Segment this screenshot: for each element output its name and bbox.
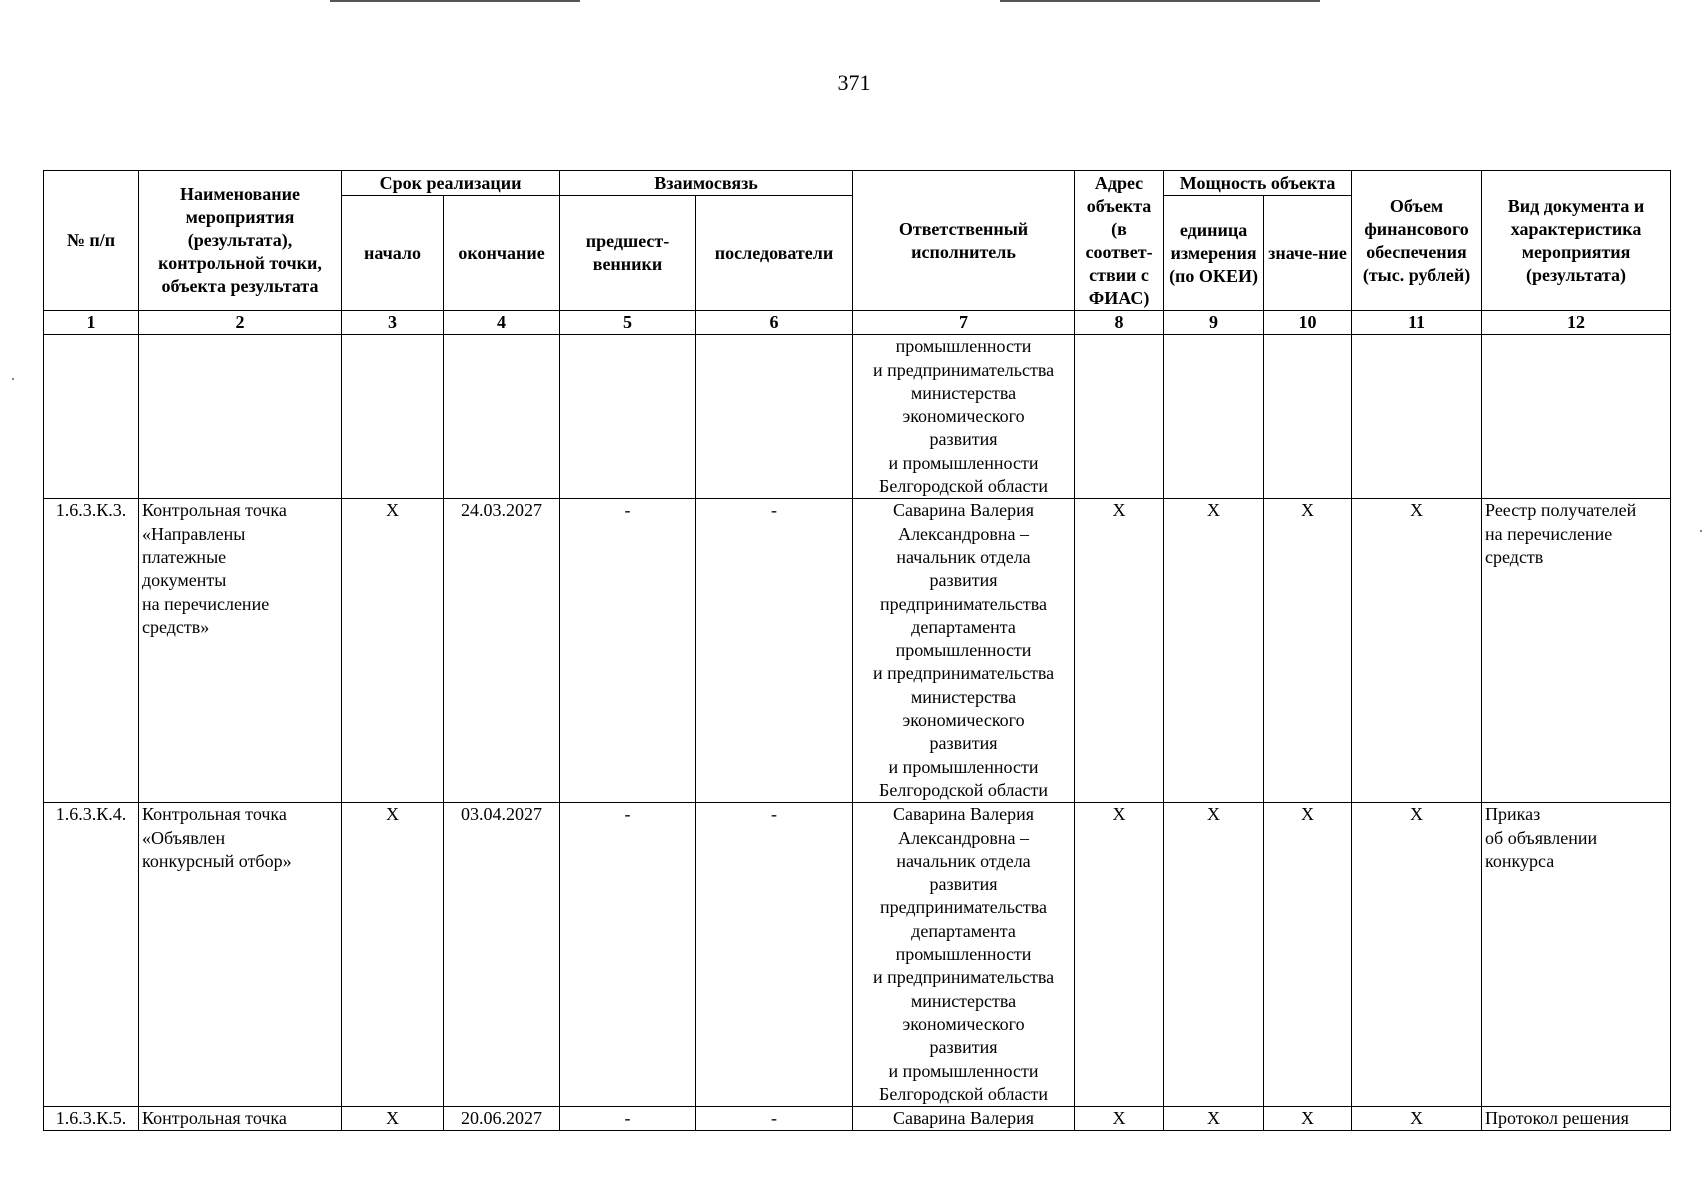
cell-value: Х <box>1264 499 1352 803</box>
responsible-line: развития <box>929 1037 998 1058</box>
header-unit: единица измерения (по ОКЕИ) <box>1164 196 1264 311</box>
name-line: на перечисление <box>142 593 270 614</box>
name-line: платежные <box>142 546 227 567</box>
responsible-line: и предпринимательства <box>872 663 1055 684</box>
document-line: средств <box>1485 546 1544 567</box>
scan-top-rule-right <box>1000 0 1320 2</box>
table-row-continuation <box>44 335 1671 499</box>
cell-responsible <box>853 335 1075 499</box>
responsible-line: экономического <box>902 406 1025 427</box>
name-line: «Направлены <box>142 523 246 544</box>
cell-document <box>1482 499 1671 803</box>
column-number: 1 <box>44 311 139 335</box>
scan-speck <box>1700 530 1702 532</box>
cell-successors: - <box>696 499 853 803</box>
responsible-line: и промышленности <box>888 452 1039 473</box>
name-line: средств» <box>142 616 210 637</box>
plan-table <box>43 170 1671 1131</box>
cell-document <box>1482 335 1671 499</box>
cell-start <box>342 335 444 499</box>
column-number: 12 <box>1482 311 1671 335</box>
responsible-line: Белгородской области <box>879 476 1049 497</box>
cell-end: 03.04.2027 <box>444 803 560 1107</box>
header-address: Адрес объекта (в соответ-ствии с ФИАС) <box>1075 171 1164 311</box>
header-link: Взаимосвязь <box>560 171 853 196</box>
cell-successors <box>696 335 853 499</box>
responsible-line: министерства <box>910 686 1017 707</box>
name-line: «Объявлен <box>142 827 226 848</box>
responsible-line: Александровна – <box>898 827 1029 848</box>
cell-name <box>139 499 342 803</box>
cell-unit: Х <box>1164 1107 1264 1131</box>
cell-end: 20.06.2027 <box>444 1107 560 1131</box>
cell-address: Х <box>1075 803 1164 1107</box>
cell-responsible <box>853 499 1075 803</box>
cell-start: Х <box>342 1107 444 1131</box>
table-row <box>44 1107 1671 1131</box>
header-num: № п/п <box>44 171 139 311</box>
header-finance: Объем финансового обеспечения (тыс. рублей) <box>1352 171 1482 311</box>
responsible-line: Саварина Валерия <box>893 804 1035 825</box>
responsible-line: предпринимательства <box>880 897 1048 918</box>
cell-finance: Х <box>1352 1107 1482 1131</box>
cell-end: 24.03.2027 <box>444 499 560 803</box>
column-number: 2 <box>139 311 342 335</box>
cell-num: 1.6.3.К.4. <box>44 803 139 1107</box>
column-number: 4 <box>444 311 560 335</box>
name-line: Контрольная точка <box>142 500 287 521</box>
header-document: Вид документа и характеристика мероприятия (результата) <box>1482 171 1671 311</box>
cell-name <box>139 1107 342 1131</box>
responsible-line: Саварина Валерия <box>893 500 1035 521</box>
responsible-line: промышленности <box>895 336 1032 357</box>
responsible-line: развития <box>929 429 998 450</box>
header-responsible: Ответственный исполнитель <box>853 171 1075 311</box>
responsible-line: промышленности <box>895 944 1032 965</box>
cell-predecessors: - <box>560 1107 696 1131</box>
header-successors: последователи <box>696 196 853 311</box>
header-predecessors: предшест-венники <box>560 196 696 311</box>
cell-start: Х <box>342 499 444 803</box>
table-row <box>44 499 1671 803</box>
responsible-line: экономического <box>902 710 1025 731</box>
cell-successors: - <box>696 1107 853 1131</box>
column-number: 5 <box>560 311 696 335</box>
name-line: конкурсный отбор» <box>142 850 292 871</box>
column-number: 6 <box>696 311 853 335</box>
header-name: Наименование мероприятия (результата), контрольной точки, объекта результата <box>139 171 342 311</box>
column-number: 11 <box>1352 311 1482 335</box>
document-line: Протокол решения <box>1485 1108 1629 1129</box>
cell-num: 1.6.3.К.5. <box>44 1107 139 1131</box>
table-row <box>44 803 1671 1107</box>
header-end: окончание <box>444 196 560 311</box>
name-line: Контрольная точка <box>142 804 287 825</box>
responsible-line: Саварина Валерия <box>893 1108 1035 1129</box>
document-line: Приказ <box>1485 804 1541 825</box>
cell-document <box>1482 1107 1671 1131</box>
responsible-line: и промышленности <box>888 756 1039 777</box>
column-number: 9 <box>1164 311 1264 335</box>
cell-address <box>1075 335 1164 499</box>
cell-end <box>444 335 560 499</box>
column-number: 10 <box>1264 311 1352 335</box>
name-line: Контрольная точка <box>142 1108 287 1129</box>
scan-top-rule-left <box>330 0 580 2</box>
cell-address: Х <box>1075 1107 1164 1131</box>
header-value: значе-ние <box>1264 196 1352 311</box>
cell-value <box>1264 335 1352 499</box>
responsible-line: департамента <box>911 616 1016 637</box>
cell-predecessors <box>560 335 696 499</box>
scan-speck <box>12 378 14 380</box>
responsible-line: департамента <box>911 920 1016 941</box>
cell-name <box>139 803 342 1107</box>
responsible-line: предпринимательства <box>880 593 1048 614</box>
responsible-line: развития <box>929 733 998 754</box>
cell-unit <box>1164 335 1264 499</box>
page-number: 371 <box>837 70 871 95</box>
responsible-line: Белгородской области <box>879 779 1049 800</box>
cell-num: 1.6.3.К.3. <box>44 499 139 803</box>
cell-value: Х <box>1264 803 1352 1107</box>
document-line: на перечисление <box>1485 523 1613 544</box>
cell-unit: Х <box>1164 803 1264 1107</box>
responsible-line: и предпринимательства <box>872 967 1055 988</box>
header-term: Срок реализации <box>342 171 560 196</box>
cell-start: Х <box>342 803 444 1107</box>
column-number-row <box>44 311 1671 335</box>
cell-value: Х <box>1264 1107 1352 1131</box>
column-number: 3 <box>342 311 444 335</box>
cell-predecessors: - <box>560 499 696 803</box>
responsible-line: развития <box>929 874 998 895</box>
document-line: об объявлении <box>1485 827 1598 848</box>
responsible-line: Александровна – <box>898 523 1029 544</box>
cell-responsible <box>853 803 1075 1107</box>
cell-finance: Х <box>1352 499 1482 803</box>
column-number: 7 <box>853 311 1075 335</box>
responsible-line: промышленности <box>895 640 1032 661</box>
responsible-line: развития <box>929 570 998 591</box>
responsible-line: Белгородской области <box>879 1083 1049 1104</box>
cell-finance <box>1352 335 1482 499</box>
cell-document <box>1482 803 1671 1107</box>
responsible-line: и предпринимательства <box>872 359 1055 380</box>
cell-responsible <box>853 1107 1075 1131</box>
name-line: документы <box>142 570 227 591</box>
cell-name <box>139 335 342 499</box>
cell-address: Х <box>1075 499 1164 803</box>
responsible-line: начальник отдела <box>896 546 1031 567</box>
cell-successors: - <box>696 803 853 1107</box>
header-power: Мощность объекта <box>1164 171 1352 196</box>
responsible-line: министерства <box>910 990 1017 1011</box>
header-start: начало <box>342 196 444 311</box>
document-line: Реестр получателей <box>1485 500 1637 521</box>
responsible-line: министерства <box>910 382 1017 403</box>
responsible-line: экономического <box>902 1013 1025 1034</box>
cell-num <box>44 335 139 499</box>
column-number: 8 <box>1075 311 1164 335</box>
responsible-line: начальник отдела <box>896 850 1031 871</box>
document-line: конкурса <box>1485 850 1555 871</box>
cell-finance: Х <box>1352 803 1482 1107</box>
responsible-line: и промышленности <box>888 1060 1039 1081</box>
cell-unit: Х <box>1164 499 1264 803</box>
cell-predecessors: - <box>560 803 696 1107</box>
